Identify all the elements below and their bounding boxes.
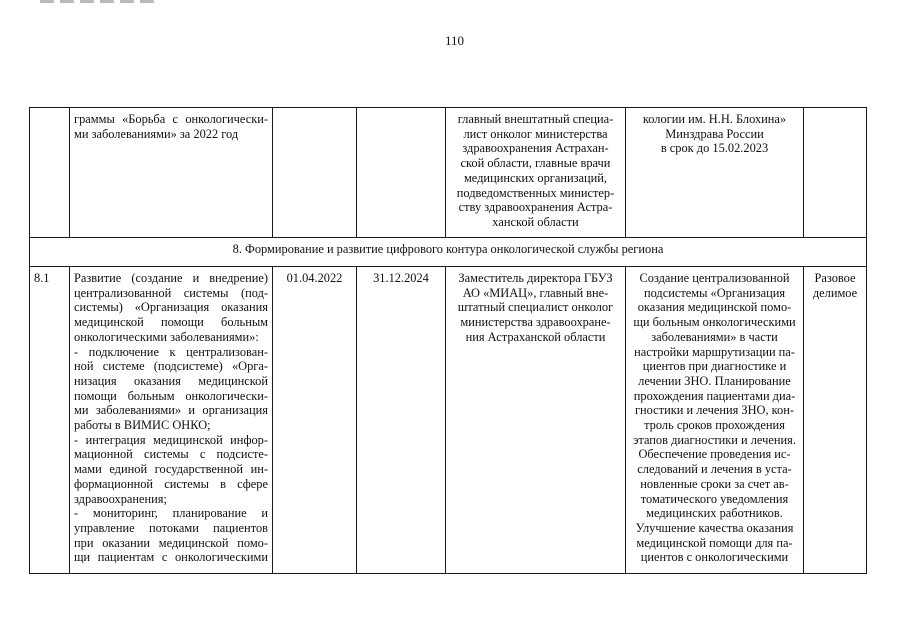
cell-type [804, 267, 867, 574]
text-line: низация оказания медицинской [74, 373, 268, 388]
text-line: троль сроков прохождения [644, 418, 785, 433]
text-line: граммы «Борьба с онкологически- [74, 112, 268, 126]
text-line: Заместитель директора ГБУЗ [458, 271, 613, 285]
cell-measure [70, 267, 273, 574]
text-line: здравоохранения; [74, 491, 167, 506]
text-line: этапов диагностики и лечения. [633, 432, 796, 447]
text-line: - интеграция медицинской инфор- [74, 432, 268, 447]
text-line: централизованной системы (под- [74, 285, 268, 300]
text-line: медицинских работников. [646, 506, 783, 521]
text-line: мационной системы с подсисте- [74, 447, 268, 462]
result-text [630, 271, 799, 565]
measure-text [74, 112, 268, 141]
text-line: Создание централизованной [639, 271, 790, 285]
plan-table [29, 107, 867, 574]
result-text [630, 112, 799, 156]
text-line: прохождения пациентами диа- [633, 388, 796, 403]
text-line: ния Астраханской области [465, 329, 606, 344]
cell-result [626, 108, 804, 238]
text-line: штатный специалист онколог [457, 300, 614, 315]
text-line: щи пациентам с онкологическими [74, 550, 268, 565]
text-line: министерства здравоохране- [460, 315, 611, 330]
text-line: настройки маршрутизации па- [634, 344, 795, 359]
cell-responsible [446, 267, 626, 574]
cell-end-date: 31.12.2024 [357, 267, 446, 574]
cell-type [804, 108, 867, 238]
cell-result [626, 267, 804, 574]
text-line: помощи больным онкологически- [74, 388, 268, 403]
cell-number [30, 108, 70, 238]
cell-responsible [446, 108, 626, 238]
page-number: 110 [444, 33, 465, 48]
text-line: системы) «Организация оказания [74, 300, 268, 315]
text-line: ми заболеваниями» за 2022 год [74, 126, 239, 141]
section-title: 8. Формирование и развитие цифрового контура онкологической службы региона [30, 238, 867, 267]
text-line: Обеспечение проведения ис- [638, 447, 791, 462]
text-line: подсистемы «Организация [643, 285, 786, 300]
table-row [30, 267, 867, 574]
text-line: мами единой государственной ин- [74, 462, 268, 477]
text-line: формационной системы в сфере [74, 476, 268, 491]
cell-measure [70, 108, 273, 238]
section-header-row [30, 238, 867, 267]
text-line: оказания медицинской помо- [637, 300, 792, 315]
text-line: кологии им. Н.Н. Блохина» [642, 112, 787, 126]
text-line: медицинской помощи для па- [636, 535, 793, 550]
text-line: главный внештатный специа- [457, 112, 614, 126]
type-text [808, 271, 862, 300]
text-line: Разовое [814, 271, 856, 285]
text-line: томатического уведомления [640, 491, 789, 506]
text-line: здравоохранения Астрахан- [462, 141, 609, 156]
text-line: - мониторинг, планирование и [74, 506, 268, 521]
text-line: АО «МИАЦ», главный вне- [462, 285, 609, 300]
text-line: работы в ВИМИС ОНКО; [74, 418, 211, 433]
responsible-text [450, 112, 621, 230]
text-line: онкологическими заболеваниями»: [74, 329, 259, 344]
cell-start-date: 01.04.2022 [273, 267, 357, 574]
text-line: заболеваниями» в части [651, 329, 778, 344]
text-line: следований и лечения в уста- [637, 462, 792, 477]
text-line: циентов при диагностике и [642, 359, 787, 374]
text-line: подведомственных министер- [456, 185, 615, 200]
cell-number: 8.1 [30, 267, 70, 574]
responsible-text [450, 271, 621, 345]
cell-start-date [273, 108, 357, 238]
text-line: гностики и лечения ЗНО, кон- [634, 403, 795, 418]
text-line: ми заболеваниями» и организация [74, 403, 268, 418]
text-line: Развитие (создание и внедрение) [74, 271, 268, 285]
text-line: ской области, главные врачи [460, 156, 611, 171]
text-line: Улучшение качества оказания [635, 520, 794, 535]
text-line: медицинской помощи больным [74, 315, 268, 330]
text-line: Минздрава России [665, 126, 764, 141]
text-line: щи больным онкологическими [633, 315, 796, 330]
text-line: новленные сроки за счет ав- [640, 476, 789, 491]
cell-end-date [357, 108, 446, 238]
text-line: в срок до 15.02.2023 [660, 141, 769, 156]
text-line: медицинских организаций, [463, 170, 608, 185]
text-line: делимое [812, 285, 858, 300]
measure-text [74, 271, 268, 565]
text-line: при оказании медицинской помо- [74, 535, 268, 550]
text-line: ной системе (подсистеме) «Орга- [74, 359, 268, 374]
text-line: лист онколог министерства [463, 126, 608, 141]
text-line: лечении ЗНО. Планирование [638, 373, 791, 388]
text-line: ханской области [492, 214, 579, 229]
text-line: - подключение к централизован- [74, 344, 268, 359]
table-row [30, 108, 867, 238]
scan-artifact-mark [40, 0, 160, 3]
text-line: управление потоками пациентов [74, 520, 268, 535]
text-line: циентов с онкологическими [640, 550, 789, 565]
text-line: ству здравоохранения Астра- [458, 200, 613, 215]
